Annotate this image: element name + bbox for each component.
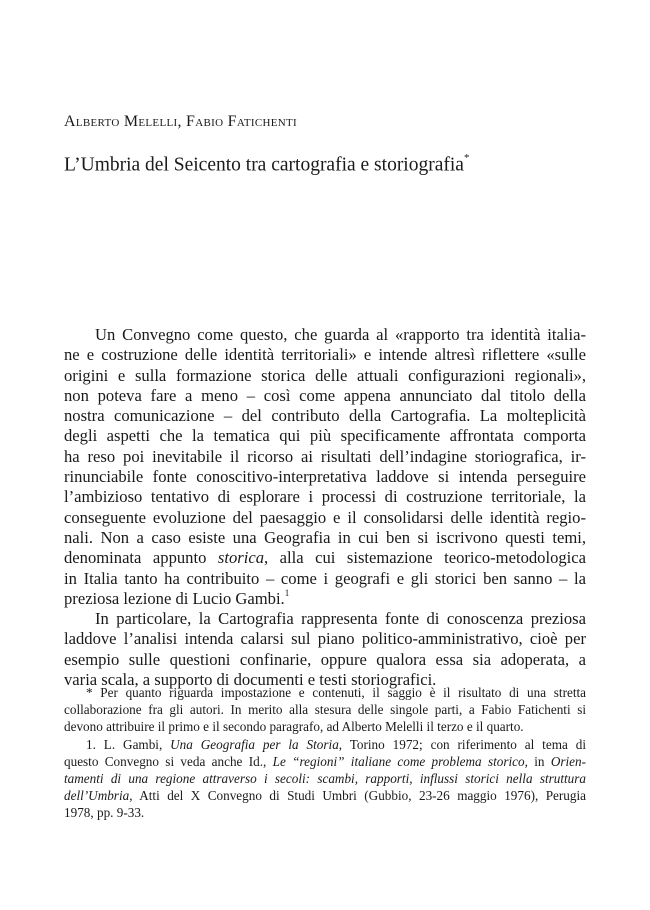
body-line <box>64 548 586 568</box>
footnote-line <box>64 736 586 753</box>
body-line: ha reso poi inevitabile il ricorso ai risultati dell’indagine storiografica, ir- <box>64 446 586 466</box>
body-line: rinunciabile fonte conoscitivo-interpretativa laddove si intenda perseguire <box>64 467 586 487</box>
body-line-text: denominata appunto <box>64 548 218 568</box>
book-title: tamenti di una regione attraverso i secoli: scambi, rapporti, influssi storici nella struttura <box>64 770 586 786</box>
article-title-text: L’Umbria del Seicento tra cartografia e storiografia <box>64 154 464 176</box>
body-line: esempio sulle questioni confinarie, oppure qualora essa sia adoperata, a <box>64 649 586 669</box>
footnotes <box>64 684 586 822</box>
footnote-1 <box>64 736 586 822</box>
body-line: origini e sulla formazione storica delle attuali configurazioni regionali», <box>64 365 586 385</box>
footnote-line <box>64 770 586 787</box>
body-line: laddove l’analisi intenda calarsi sul piano politico-amministrativo, cioè per <box>64 629 586 649</box>
article-title <box>64 154 469 177</box>
book-title: dell’Umbria <box>64 788 130 804</box>
footnote-line: collaborazione fra gli autori. In merito alla stesura delle singole parti, a Fabio Fatichenti si <box>64 702 586 718</box>
book-title: Orien- <box>550 753 586 769</box>
body-line-text: , alla cui sistemazione teorico-metodologica <box>264 548 587 568</box>
footnote-line: 1978, pp. 9-33. <box>64 805 145 821</box>
footnote-line: devono attribuire il primo e il secondo paragrafo, ad Alberto Melelli il terzo e il quarto. <box>64 719 524 735</box>
footnote-text: , Torino 1972; con riferimento al tema di <box>338 736 586 752</box>
footnote-ref: 1 <box>284 588 290 599</box>
article-title-cited: Le “regioni” italiane come problema storico <box>272 753 525 769</box>
article-body <box>64 325 586 690</box>
footnote-star <box>64 684 586 736</box>
body-line: non poteva fare a meno – così come appena annunciato dal titolo della <box>64 385 586 405</box>
title-footnote-marker: * <box>463 152 470 164</box>
body-line <box>64 589 586 609</box>
body-line: l’ambizioso tentativo di esplorare i processi di costruzione territoriale, la <box>64 487 586 507</box>
paragraph-1 <box>64 325 586 609</box>
footnote-text: questo Convegno si veda anche Id., <box>64 753 273 769</box>
paragraph-2 <box>64 609 586 690</box>
body-line: in Italia tanto ha contribuito – come i geografi e gli storici ben sanno – la <box>64 568 586 588</box>
body-line-text: preziosa lezione di Lucio Gambi. <box>64 588 285 608</box>
body-line: conseguente evoluzione del paesaggio e il consolidarsi delle identità regio- <box>64 507 586 527</box>
italic-term: storica <box>217 548 264 568</box>
body-line: ne e costruzione delle identità territoriali» e intende altresì riflettere «sulle <box>64 345 586 365</box>
book-title: Una Geografia per la Storia <box>170 736 339 752</box>
footnote-text: , in <box>524 753 551 769</box>
body-line: Un Convegno come questo, che guarda al «rapporto tra identità italia- <box>95 325 586 344</box>
body-line: varia scala, a supporto di documenti e testi storiografici. <box>64 670 437 690</box>
footnote-line <box>64 787 586 804</box>
body-line: In particolare, la Cartografia rappresenta fonte di conoscenza preziosa <box>95 609 586 629</box>
body-line: nostra comunicazione – del contributo della Cartografia. La molteplicità <box>64 406 586 426</box>
footnote-line: * Per quanto riguarda impostazione e contenuti, il saggio è il risultato di una stretta <box>86 685 586 700</box>
footnote-text: , Atti del X Convegno di Studi Umbri (Gubbio, 23-26 maggio 1976), Perugia <box>129 788 586 804</box>
footnote-text: 1. L. Gambi, <box>86 736 171 752</box>
article-authors: Alberto Melelli, Fabio Fatichenti <box>64 113 297 130</box>
body-line: degli aspetti che la tematica qui più specificamente affrontata comporta <box>64 426 586 446</box>
footnote-line <box>64 753 586 770</box>
body-line: nali. Non a caso esiste una Geografia in cui ben si iscrivono questi temi, <box>64 527 586 547</box>
